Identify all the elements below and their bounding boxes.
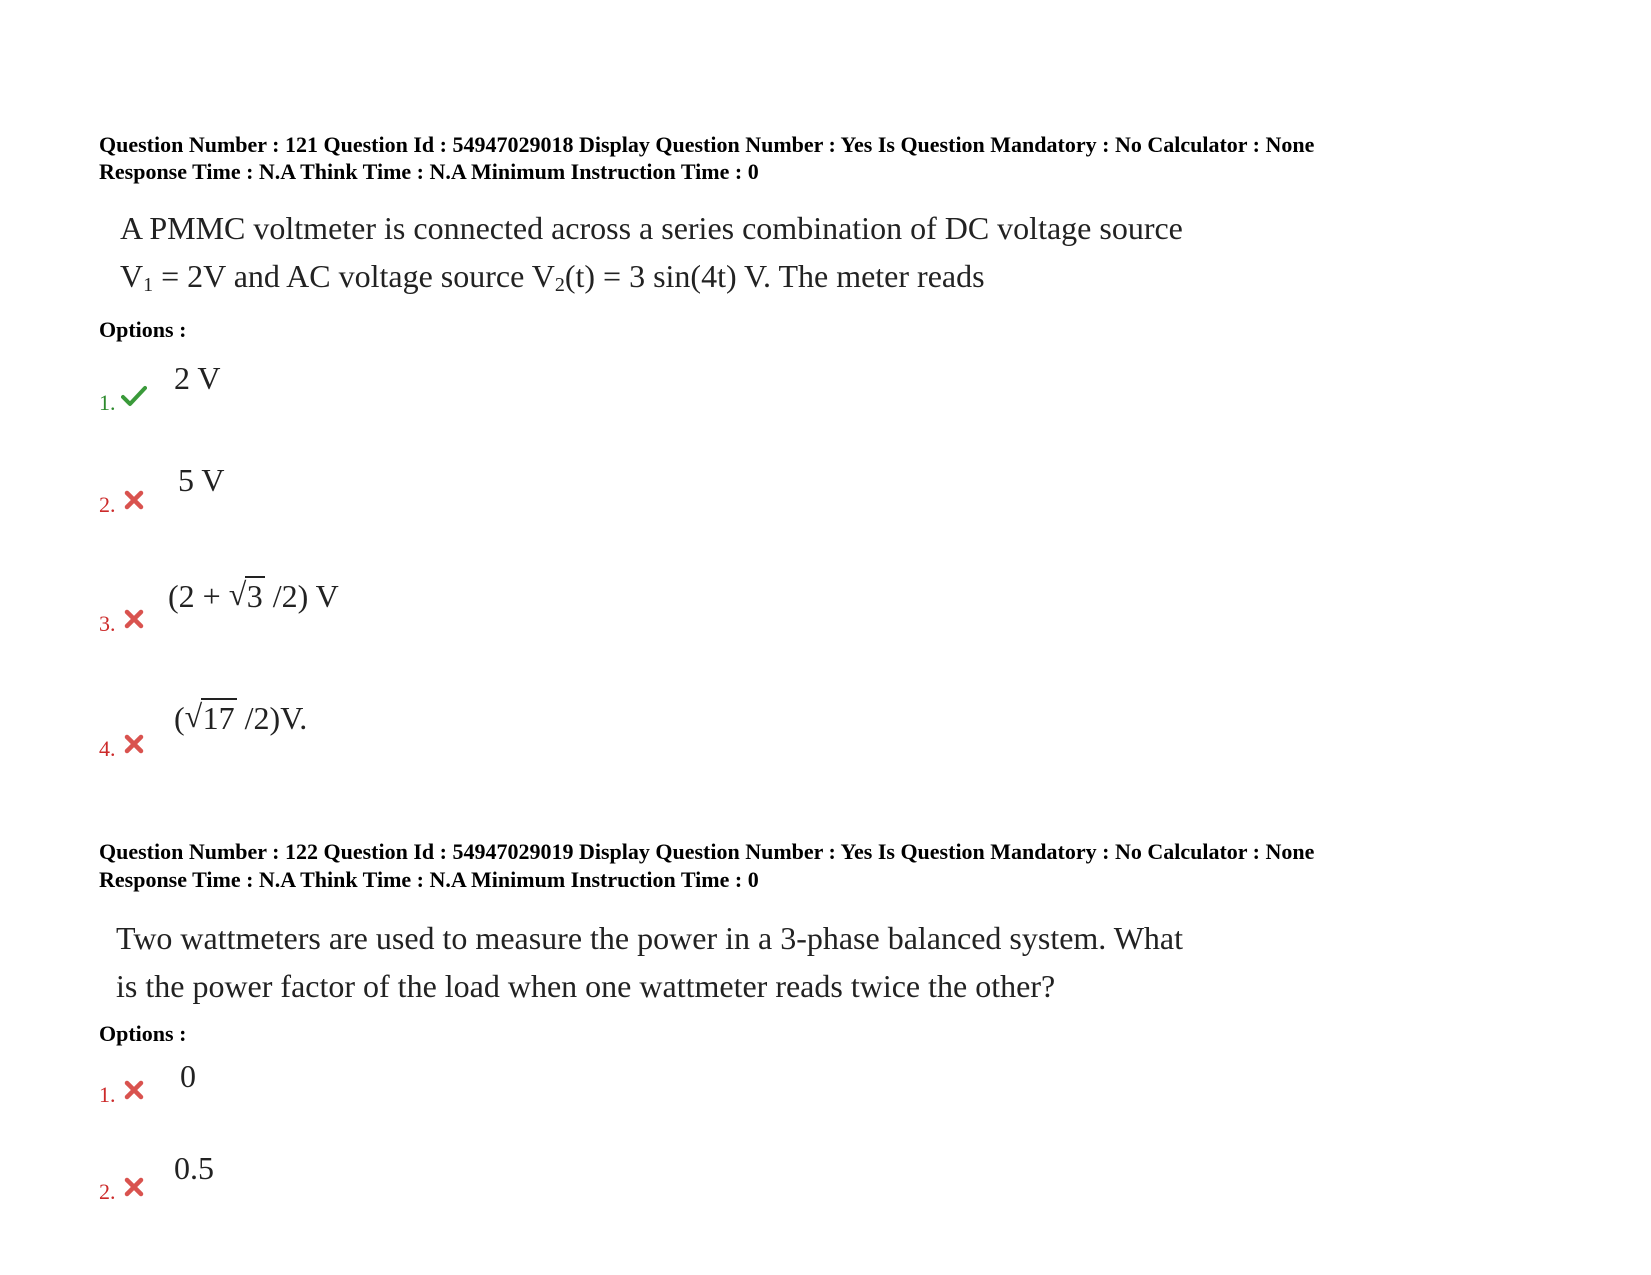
option-text-pre: (: [174, 700, 185, 736]
question-text-line2: [120, 252, 985, 300]
text-v1: V: [120, 258, 144, 294]
square-root: [229, 576, 265, 616]
option-number: 2.: [99, 1179, 116, 1204]
option-number: 4.: [99, 736, 116, 761]
radicand: 17: [202, 700, 235, 736]
question-meta-line1: Question Number : 121 Question Id : 54947029018 Display Question Number : Yes Is Question Mandatory : No Calculator : None: [99, 132, 1315, 157]
option-text-post: /2)V.: [236, 700, 308, 736]
text-mid: = 2V and AC voltage source V: [153, 258, 555, 294]
option-text: 0.5: [174, 1150, 214, 1186]
cross-icon: [123, 489, 149, 511]
options-label: Options :: [99, 1021, 187, 1046]
option-number: 1.: [99, 1082, 116, 1107]
cross-icon: [123, 1176, 149, 1198]
question-text-line1: Two wattmeters are used to measure the power in a 3-phase balanced system. What: [116, 920, 1184, 956]
subscript-2: 2: [554, 274, 565, 296]
option-text: [174, 698, 307, 738]
cross-icon: [123, 608, 149, 630]
option-text: 2 V: [174, 360, 221, 396]
radicand: 3: [246, 578, 263, 614]
option-text-post: /2) V: [264, 578, 339, 614]
option-text: [168, 576, 339, 616]
question-text-line1: A PMMC voltmeter is connected across a series combination of DC voltage source: [120, 210, 1183, 246]
subscript-1: 1: [143, 274, 154, 296]
square-root: [185, 698, 237, 738]
option-text: 5 V: [178, 462, 225, 498]
question-meta-line1: Question Number : 122 Question Id : 54947029019 Display Question Number : Yes Is Question Mandatory : No Calculator : None: [99, 839, 1315, 864]
options-label: Options :: [99, 317, 187, 342]
question-text-line2: is the power factor of the load when one wattmeter reads twice the other?: [116, 968, 1056, 1004]
check-icon: [121, 385, 147, 407]
option-text-pre: (2 +: [168, 578, 229, 614]
option-number: 1.: [99, 390, 116, 415]
radical-sign: √: [184, 698, 203, 734]
cross-icon: [123, 1079, 149, 1101]
option-text: 0: [180, 1058, 196, 1094]
option-number: 3.: [99, 611, 116, 636]
cross-icon: [123, 733, 149, 755]
question-meta-line2: Response Time : N.A Think Time : N.A Minimum Instruction Time : 0: [99, 867, 759, 892]
text-end: (t) = 3 sin(4t) V. The meter reads: [564, 258, 985, 294]
option-number: 2.: [99, 492, 116, 517]
radical-sign: √: [228, 576, 247, 612]
question-meta-line2: Response Time : N.A Think Time : N.A Minimum Instruction Time : 0: [99, 159, 759, 184]
